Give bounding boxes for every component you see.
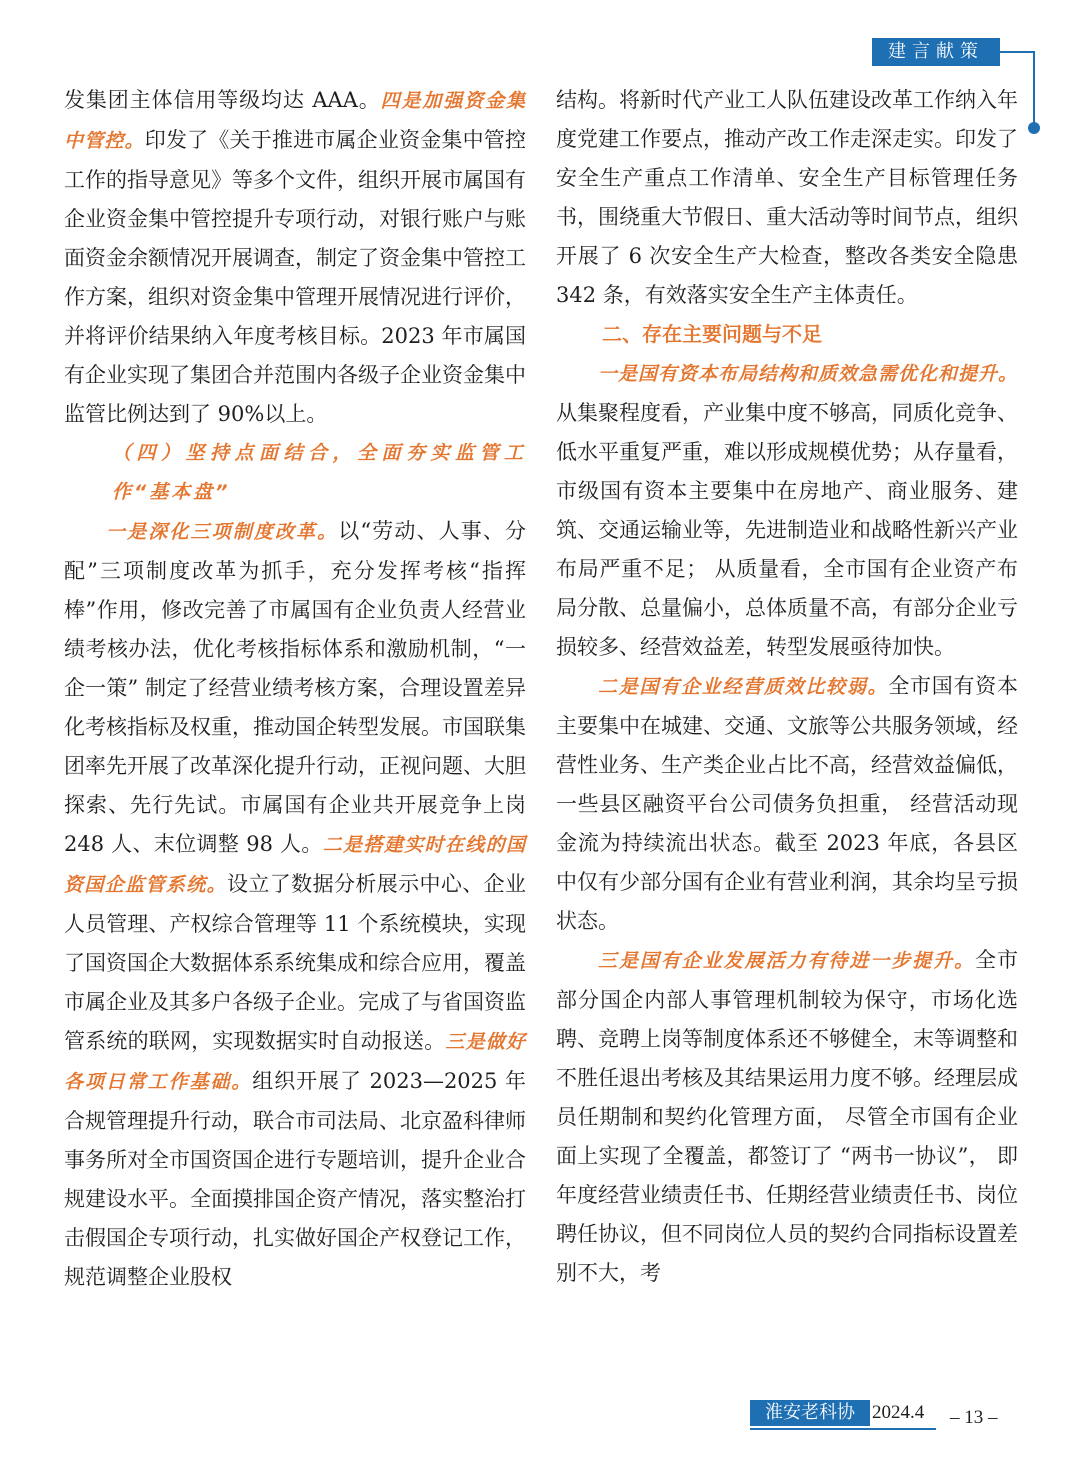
subsection-heading: （四）坚持点面结合，全面夯实监管工作“基本盘” bbox=[112, 442, 526, 503]
paragraph bbox=[556, 667, 1018, 941]
body-text: 印发了《关于推进市属企业资金集中管控工作的指导意见》等多个文件，组织开展市属国有企业资金集中管控提升专项行动，对银行账户与账面资金余额情况开展调查，制定了资金集中管控工作方案，组织对资金集中管理开展情况进行评价，并将评价结果纳入年度考核目标。2023 年市属国有企业实现了集团合并范围内各级子企业资金集中监管比例达到了 90%以上。 bbox=[64, 128, 526, 426]
body-text: 设立了数据分析展示中心、企业人员管理、产权综合管理等 11 个系统模块，实现了国资国企大数据体系系统集成和综合应用，覆盖市属企业及其多户各级子企业。完成了与省国资监管系统的联网，实现数据实时自动报送。 bbox=[64, 872, 526, 1053]
left-column bbox=[64, 81, 526, 1297]
header-rule-vertical bbox=[1033, 51, 1035, 124]
section-tag: 建言献策 bbox=[872, 38, 1000, 66]
right-column bbox=[556, 81, 1018, 1293]
header-rule-horizontal bbox=[1000, 51, 1034, 53]
page-number: – 13 – bbox=[950, 1407, 998, 1428]
highlight-phrase: 四是加强资金集中管控。 bbox=[64, 90, 526, 152]
body-text: 全市部分国企内部人事管理机制较为保守，市场化选聘、竞聘上岗等制度体系还不够健全，末等调整和不胜任退出考核及其结果运用力度不够。经理层成员任期制和契约化管理方面， 尽管全市国有企业面上实现了全覆盖，都签订了 “两书一协议”， 即年度经营业绩责任书、任期经营业绩责任书、岗位聘任协议，但不同岗位人员的契约合同指标设置差别不大，考 bbox=[556, 948, 1018, 1285]
magazine-name: 淮安老科协 bbox=[750, 1400, 870, 1426]
body-text: 全市国有资本主要集中在城建、交通、文旅等公共服务领域，经营性业务、生产类企业占比不高，经营效益偏低， 一些县区融资平台公司债务负担重， 经营活动现金流为持续流出状态。截至 2023 年底，各县区中仅有少部分国有企业有营业利润，其余均呈亏损状态。 bbox=[556, 674, 1018, 933]
paragraph bbox=[556, 941, 1018, 1293]
paragraph: 结构。将新时代产业工人队伍建设改革工作纳入年度党建工作要点，推动产改工作走深走实。印发了安全生产重点工作清单、安全生产目标管理任务书，围绕重大节假日、重大活动等时间节点，组织开展了 6 次安全生产大检查，整改各类安全隐患 342 条，有效落实安全生产主体责任。 bbox=[556, 88, 1018, 307]
section-heading: 二、存在主要问题与不足 bbox=[602, 322, 822, 346]
highlight-phrase: 二是搭建实时在线的国资国企监管系统。 bbox=[64, 834, 526, 896]
paragraph bbox=[64, 512, 526, 1297]
body-text: 发集团主体信用等级均达 AAA。 bbox=[64, 88, 381, 112]
highlight-phrase: 一是深化三项制度改革。 bbox=[106, 521, 339, 543]
issue-number: 2024.4 bbox=[872, 1402, 925, 1423]
footer-rule bbox=[750, 1428, 936, 1430]
body-text: 以“劳动、人事、分配”三项制度改革为抓手，充分发挥考核“指挥棒”作用，修改完善了市属国有企业负责人经营业绩考核办法，优化考核指标体系和激励机制，“一企一策” 制定了经营业绩考核方案，合理设置差异化考核指标及权重，推动国企转型发展。市国联集团率先开展了改革深化提升行动，正视问题、大胆探索、先行先试。市属国有企业共开展竞争上岗 248 人、末位调整 98 人。 bbox=[64, 519, 526, 856]
body-text: 从集聚程度看，产业集中度不够高，同质化竞争、低水平重复严重，难以形成规模优势；从存量看，市级国有资本主要集中在房地产、商业服务、建筑、交通运输业等，先进制造业和战略性新兴产业布局严重不足； 从质量看，全市国有企业资产布局分散、总量偏小，总体质量不高，有部分企业亏损较多、经营效益差，转型发展亟待加快。 bbox=[556, 401, 1018, 659]
highlight-phrase: 二是国有企业经营质效比较弱。 bbox=[598, 676, 889, 698]
header-dot bbox=[1028, 122, 1040, 134]
paragraph bbox=[556, 354, 1018, 667]
highlight-phrase: 三是做好各项日常工作基础。 bbox=[64, 1031, 526, 1093]
body-text: 组织开展了 2023—2025 年合规管理提升行动，联合市司法局、北京盈科律师事务所对全市国资国企进行专题培训，提升企业合规建设水平。全面摸排国企资产情况，落实整治打击假国企专项行动，扎实做好国企产权登记工作，规范调整企业股权 bbox=[64, 1069, 526, 1289]
highlight-phrase: 一是国有资本布局结构和质效急需优化和提升。 bbox=[598, 363, 1019, 385]
paragraph bbox=[64, 81, 526, 434]
highlight-phrase: 三是国有企业发展活力有待进一步提升。 bbox=[598, 950, 976, 972]
